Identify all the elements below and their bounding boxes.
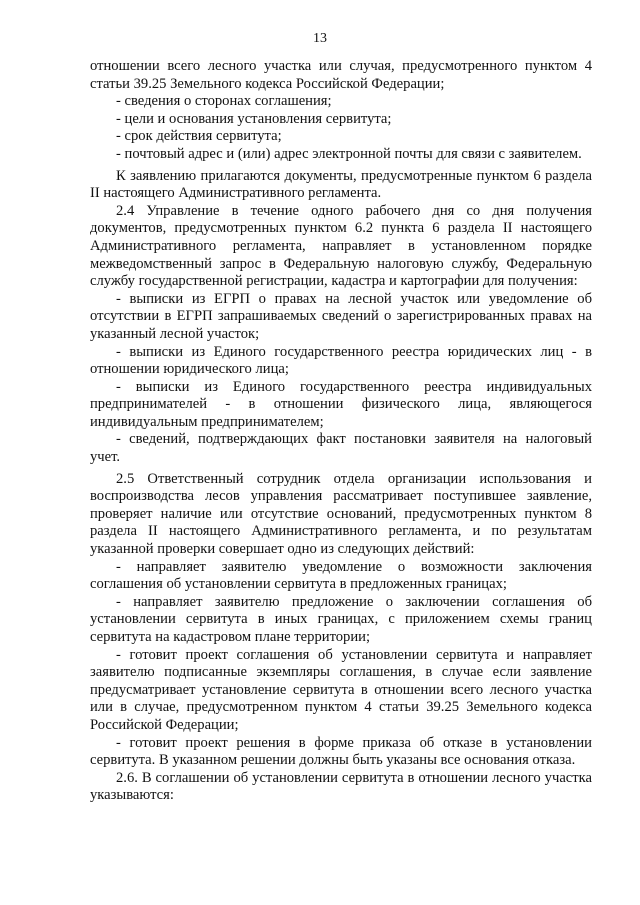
list-item-proposal: - направляет заявителю предложение о заключении соглашения об установлении сервитута в иных границах, с приложением схемы границ сервитута на кадастровом плане территории; (90, 593, 592, 645)
list-item-notification: - направляет заявителю уведомление о возможности заключения соглашения об установлении сервитута в предложенных границах; (90, 558, 592, 593)
list-item-parties: - сведения о сторонах соглашения; (116, 93, 332, 110)
list-item-egrp-extract: - выписки из ЕГРП о правах на лесной участок или уведомление об отсутствии в ЕГРП запрашиваемых сведений о зарегистрированных правах на указанный лесной участок; (90, 290, 592, 342)
list-item-term: - срок действия сервитута; (116, 128, 282, 145)
list-item-egrul-extract: - выписки из Единого государственного реестра юридических лиц - в отношении юридического лица; (90, 343, 592, 378)
paragraph-continuation: отношении всего лесного участка или случая, предусмотренного пунктом 4 статьи 39.25 Земельного кодекса Российской Федерации; (90, 58, 592, 92)
paragraph-section-2-5: 2.5 Ответственный сотрудник отдела организации использования и воспроизводства лесов управления рассматривает поступившее заявление, проверяет наличие или отсутствие оснований, предусмотренных пунктом 8 раздела II настоящего Административного регламента, и по результатам указанной проверки совершает одно из следующих действий: (90, 470, 592, 558)
list-item-purposes: - цели и основания установления сервитута; (116, 110, 392, 127)
list-item-egrip-extract: - выписки из Единого государственного реестра индивидуальных предпринимателей - в отношении физического лица, являющегося индивидуальным предпринимателем; (90, 378, 592, 430)
list-item-contact-address: - почтовый адрес и (или) адрес электронной почты для связи с заявителем. (116, 145, 582, 162)
list-item-draft-agreement: - готовит проект соглашения об установлении сервитута и направляет заявителю подписанные экземпляры соглашения, в случае если заявление предусматривает установление сервитута в отношении всего лесного участка или в случае, предусмотренном пунктом 4 статьи 39.25 Земельного кодекса Российской Федерации; (90, 646, 592, 733)
paragraph-section-2-4: 2.4 Управление в течение одного рабочего дня со дня получения документов, предусмотренных пунктом 6.2 пункта 6 раздела II настоящего Административного регламента, направляет в установленном порядке межведомственный запрос в Федеральную налоговую службу, Федеральную службу государственной регистрации, кадастра и картографии для получения: (90, 202, 592, 290)
paragraph-attachments: К заявлению прилагаются документы, предусмотренные пунктом 6 раздела II настоящего Административного регламента. (90, 167, 592, 202)
document-body (90, 58, 592, 805)
paragraph-section-2-6: 2.6. В соглашении об установлении сервитута в отношении лесного участка указываются: (90, 769, 592, 804)
list-item-refusal: - готовит проект решения в форме приказа об отказе в установлении сервитута. В указанном решении должны быть указаны все основания отказа. (90, 734, 592, 769)
list-item-tax-registration: - сведений, подтверждающих факт постановки заявителя на налоговый учет. (90, 431, 592, 466)
page-number: 13 (313, 31, 327, 46)
